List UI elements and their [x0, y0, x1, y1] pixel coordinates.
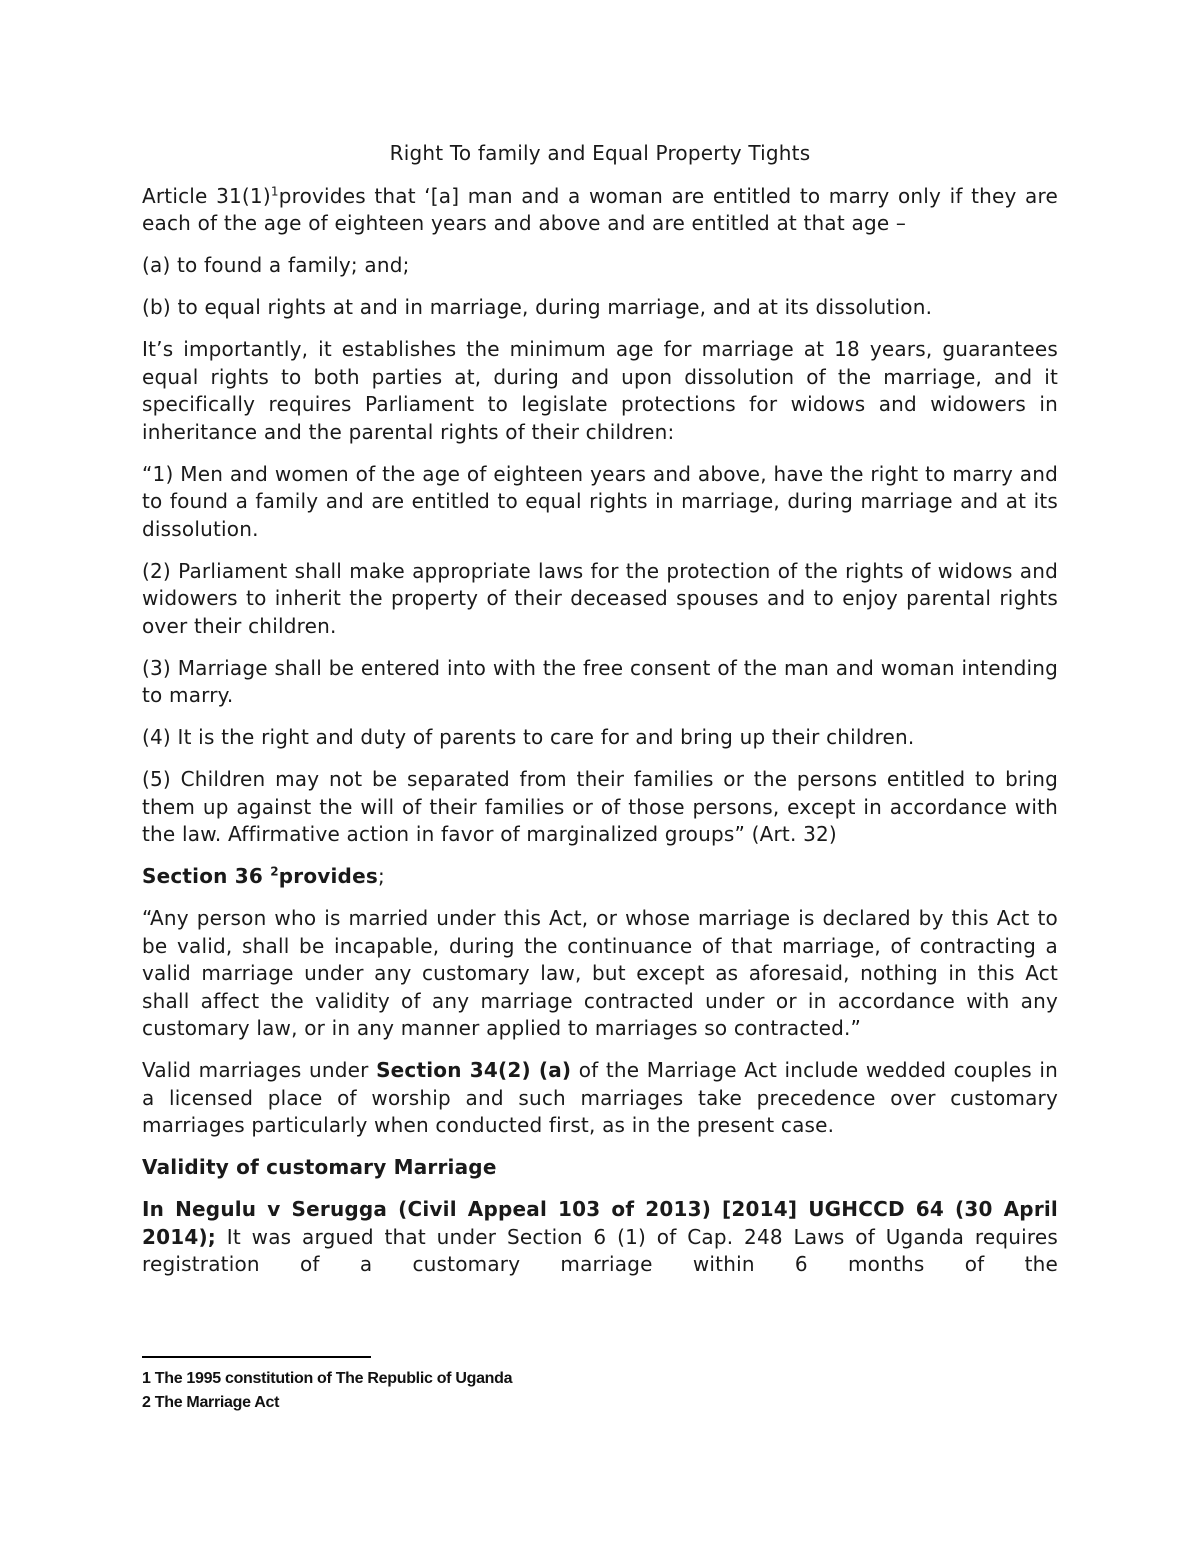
article-text: provides that ‘[a] man and a woman are entitled to marry only if they are each of the age of eighteen years and above and are entitled at that age –: [142, 183, 1058, 235]
paragraph-section-36-quote: “Any person who is married under this Act, or whose marriage is declared by this Act to be valid, shall be incapable, during the continuance of that marriage, of contracting a valid marriage under any customary law, but except as aforesaid, nothing in this Act shall affect the validity of any marriage contracted under or in accordance with any customary law, or in any manner applied to marriages so contracted.”: [142, 906, 1058, 1040]
paragraph-clause-3: (3) Marriage shall be entered into with the free consent of the man and woman intending to marry.: [142, 655, 1058, 707]
paragraph-article-31: [142, 183, 1058, 238]
paragraph-item-a: (a) to found a family; and;: [142, 253, 410, 277]
paragraph-valid-marriages: [142, 1057, 1058, 1140]
article-ref: Article 31(1): [142, 183, 271, 208]
paragraph-clause-2: (2) Parliament shall make appropriate laws for the protection of the rights of widows and widowers to inherit the property of their deceased spouses and to enjoy parental rights over their children.: [142, 558, 1058, 638]
footnote-1: 1 The 1995 constitution of The Republic of Uganda: [142, 1370, 513, 1387]
footnotes: [142, 1367, 742, 1415]
paragraph-negulu-case: [142, 1196, 1058, 1279]
paragraph-importance: It’s importantly, it establishes the minimum age for marriage at 18 years, guarantees equal rights to both parties at, during and upon dissolution of the marriage, and it specifically requires Parliament to legislate protections for widows and widowers in inheritance and the parental rights of their children:: [142, 337, 1058, 444]
case-text: It was argued that under Section 6 (1) of Cap. 248 Laws of Uganda requires registration of a customary marriage within 6 months of the: [142, 1224, 1058, 1276]
valid-marriages-intro: Valid marriages under: [142, 1058, 377, 1082]
paragraph-item-b: (b) to equal rights at and in marriage, during marriage, and at its dissolution.: [142, 295, 933, 319]
section-36-label: Section 36: [142, 864, 271, 888]
section-36-heading: [142, 863, 1058, 891]
valid-marriages-text: of the Marriage Act include wedded couples in a licensed place of worship and such marriages take precedence over customary marriages particularly when conducted first, as in the present case.: [142, 1058, 1058, 1137]
document-body: [142, 140, 1058, 1293]
section-34-ref: Section 34(2) (a): [376, 1058, 572, 1082]
paragraph-clause-5: (5) Children may not be separated from their families or the persons entitled to bring them up against the will of their families or of those persons, except in accordance with the law. Affirmative action in favor of marginalized groups” (Art. 32): [142, 767, 1058, 846]
paragraph-clause-4: (4) It is the right and duty of parents to care for and bring up their children.: [142, 725, 915, 749]
section-36-provides: provides: [278, 864, 378, 888]
validity-heading: Validity of customary Marriage: [142, 1155, 497, 1179]
case-citation: In Negulu v Serugga (Civil Appeal 103 of 2013) [2014] UGHCCD 64 (30 April 2014);: [142, 1197, 1058, 1249]
footnote-separator: [142, 1356, 371, 1358]
footnote-ref-1[interactable]: 1: [270, 183, 279, 198]
section-36-semicolon: ;: [377, 864, 385, 888]
footnote-2: 2 The Marriage Act: [142, 1394, 280, 1411]
paragraph-clause-1: “1) Men and women of the age of eighteen years and above, have the right to marry and to found a family and are entitled to equal rights in marriage, during marriage and at its dissolution.: [142, 461, 1058, 541]
document-title: Right To family and Equal Property Tights: [389, 141, 811, 165]
footnote-ref-2[interactable]: 2: [270, 864, 279, 879]
